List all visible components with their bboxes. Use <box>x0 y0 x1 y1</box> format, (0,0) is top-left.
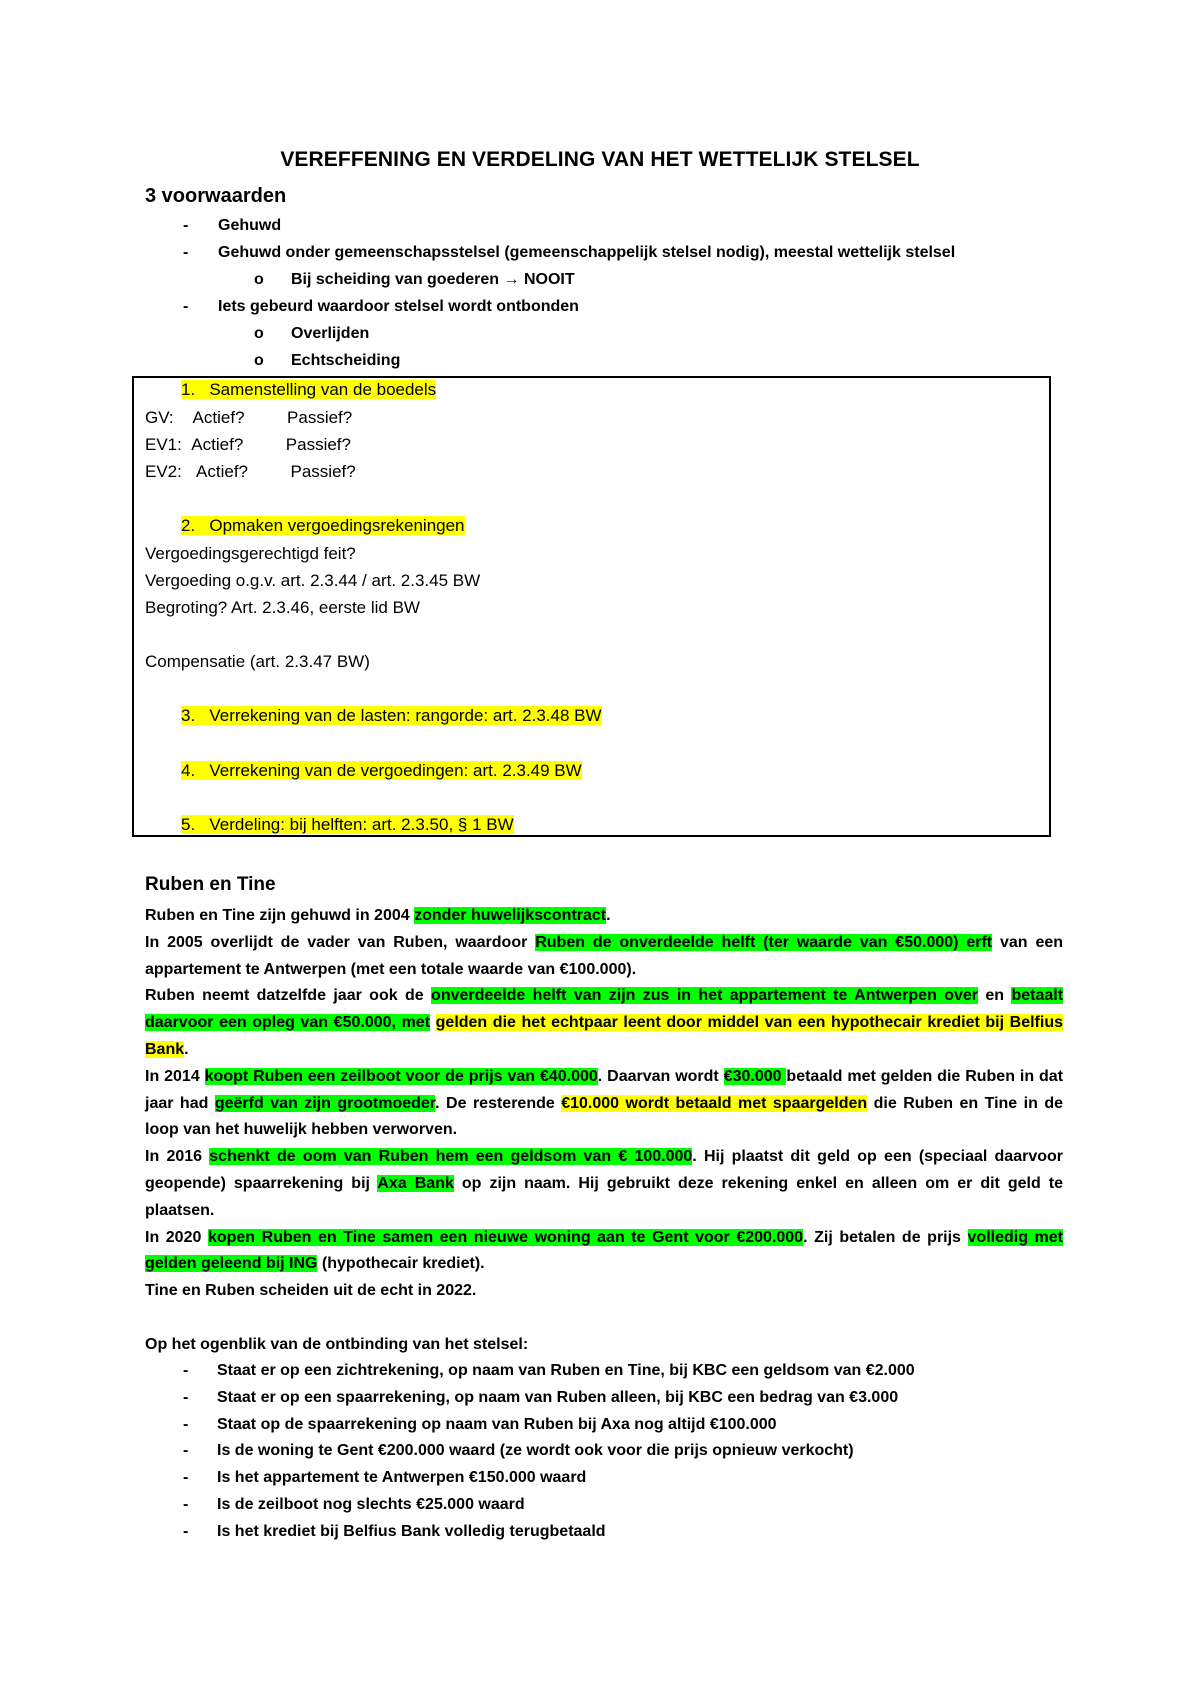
case-paragraph: In 2020 kopen Ruben en Tine samen een nieuwe woning aan te Gent voor €200.000. Zij betalen de prijs volledig met gelden geleend bij ING (hypothecair krediet). <box>145 1228 1064 1273</box>
document-title: VEREFFENING EN VERDELING VAN HET WETTELIJK STELSEL <box>280 148 920 171</box>
case-paragraph: Tine en Ruben scheiden uit de echt in 2022. <box>145 1282 477 1300</box>
list-item: - Staat op de spaarrekening op naam van Ruben bij Axa nog altijd €100.000 <box>183 1415 777 1433</box>
list-item: - Staat er op een zichtrekening, op naam van Ruben en Tine, bij KBC een geldsom van €2.000 <box>183 1362 915 1379</box>
list-item: - Is de woning te Gent €200.000 waard (ze wordt ook voor die prijs opnieuw verkocht) <box>183 1442 854 1460</box>
ontbinding-list <box>145 1358 1063 1546</box>
case-paragraph: In 2005 overlijdt de vader van Ruben, waardoor Ruben de onverdeelde helft (ter waarde van €50.000) erft van een appartement te Antwerpen (met een totale waarde van €100.000). <box>145 933 1064 978</box>
list-item: - Is het krediet bij Belfius Bank volledig terugbetaald <box>183 1522 606 1540</box>
case-paragraph: Ruben en Tine zijn gehuwd in 2004 zonder huwelijkscontract. <box>145 907 611 924</box>
list-item: - Staat er op een spaarrekening, op naam van Ruben alleen, bij KBC een bedrag van €3.000 <box>183 1388 899 1406</box>
ev1-line: EV1: Actief? Passief? <box>145 435 351 454</box>
case-heading: Ruben en Tine <box>145 874 276 895</box>
document-page: VEREFFENING EN VERDELING VAN HET WETTELIJK STELSEL 3 voorwaarden - Gehuwd - Gehuwd onder gemeenschapsstelsel (gemeenschappelijk stelsel nodig), meestal wettelijk stelsel o Bij scheiding van goederen → NOOIT - Iets gebeurd waardoor stelsel wordt ontbonden o Overlijden o Echtscheiding 1. Samenstelling van de boedels GV: Actief? Passief? EV1: Actief? Passief? EV2: Actief? Passief? 2. Opmaken vergoedingsrekeningen Vergoedingsgerechtigd feit? Vergoeding o.g.v. art. 2.3.44 / art. 2.3.45 BW Begroting? Art. 2.3.46, eerste lid BW Compensatie (art. 2.3.47 BW) 3. Verrekening van de lasten: rangorde: art. 2.3.48 BW 4. Verrekening van de vergoedingen: art. 2.3.49 BW 5. Verdeling: bij helften: art. 2.3.50, § 1 BW Ruben en Tine Ruben en Tine zijn gehuwd in 2004 zonder huwelijkscontract. In 2005 overlijdt de vader van Ruben, waardoor Ruben de onverdeelde helft (ter waarde van €50.000) erft van een appartement te Antwerpen (met een totale waarde van €100.000). Ruben neemt datzelfde jaar ook de onverdeelde helft van zijn zus in het appartement te Antwerpen over en betaalt daarvoor een opleg van €50.000, met gelden die het echtpaar leent door middel van een hypothecair krediet bij Belfius Bank. In 2014 koopt Ruben een zeilboot voor de prijs van €40.000. Daarvan wordt €30.000 betaald met gelden die Ruben in dat jaar had geërfd van zijn grootmoeder. De resterende €10.000 wordt betaald met spaargelden die Ruben en Tine in de loop van het huwelijk hebben verworven. In 2016 schenkt de oom van Ruben hem een geldsom van € 100.000. Hij plaatst dit geld op een (speciaal daarvoor geopende) spaarrekening bij Axa Bank op zijn naam. Hij gebruikt deze rekening enkel en alleen om er dit geld te plaatsen. In 2020 kopen Ruben en Tine samen een nieuwe woning aan te Gent voor €200.000. Zij betalen de prijs volledig met gelden geleend bij ING (hypothecair krediet). Tine en Ruben scheiden uit de echt in 2022. Op het ogenblik van de ontbinding van het stelsel: - Staat er op een zichtrekening, op naam van Ruben en Tine, bij KBC een geldsom van €2.000 - Staat er op een spaarrekening, op naam van Ruben alleen, bij KBC een bedrag van €3.000 - Staat op de spaarrekening op naam van Ruben bij Axa nog altijd €100.000 - Is de woning te Gent €200.000 waard (ze wordt ook voor die prijs opnieuw verkocht) - Is het appartement te Antwerpen €150.000 waard - Is de zeilboot nog slechts €25.000 waard - Is het krediet bij Belfius Bank volledig terugbetaald <box>0 0 1200 1698</box>
box-line: Begroting? Art. 2.3.46, eerste lid BW <box>145 598 420 617</box>
box-line: Vergoedingsgerechtigd feit? <box>145 544 356 563</box>
ev2-line: EV2: Actief? Passief? <box>145 462 356 481</box>
case-paragraph: Ruben neemt datzelfde jaar ook de onverdeelde helft van zijn zus in het appartement te Antwerpen over en betaalt daarvoor een opleg van €50.000, met gelden die het echtpaar leent door middel van een hypothecair krediet bij Belfius Bank. <box>145 987 1064 1058</box>
step-1: 1. Samenstelling van de boedels <box>181 380 437 399</box>
box-line: Vergoeding o.g.v. art. 2.3.44 / art. 2.3.45 BW <box>145 571 481 590</box>
case-paragraph: In 2016 schenkt de oom van Ruben hem een geldsom van € 100.000. Hij plaatst dit geld op een (speciaal daarvoor geopende) spaarrekening bij Axa Bank op zijn naam. Hij gebruikt deze rekening enkel en alleen om er dit geld te plaatsen. <box>145 1148 1064 1219</box>
list-item: - Is het appartement te Antwerpen €150.000 waard <box>183 1469 587 1487</box>
arrow-right-icon: → <box>503 271 520 288</box>
box-line: Compensatie (art. 2.3.47 BW) <box>145 652 370 671</box>
step-4: 4. Verrekening van de vergoedingen: art. 2.3.49 BW <box>181 761 582 780</box>
ontbinding-heading: Op het ogenblik van de ontbinding van het stelsel: <box>145 1335 529 1353</box>
step-2: 2. Opmaken vergoedingsrekeningen <box>181 516 465 535</box>
list-item: - Is de zeilboot nog slechts €25.000 waard <box>183 1495 525 1513</box>
voorwaarden-heading: 3 voorwaarden <box>145 185 287 207</box>
step-5: 5. Verdeling: bij helften: art. 2.3.50, § 1 BW <box>181 815 514 834</box>
step-3: 3. Verrekening van de lasten: rangorde: art. 2.3.48 BW <box>181 706 602 725</box>
gv-line: GV: Actief? Passief? <box>145 408 353 427</box>
case-paragraph: In 2014 koopt Ruben een zeilboot voor de prijs van €40.000. Daarvan wordt €30.000 betaald met gelden die Ruben in dat jaar had geërfd van zijn grootmoeder. De resterende €10.000 wordt betaald met spaargelden die Ruben en Tine in de loop van het huwelijk hebben verworven. <box>145 1067 1064 1139</box>
steps-box <box>132 376 1051 837</box>
case-text <box>145 903 1063 1359</box>
